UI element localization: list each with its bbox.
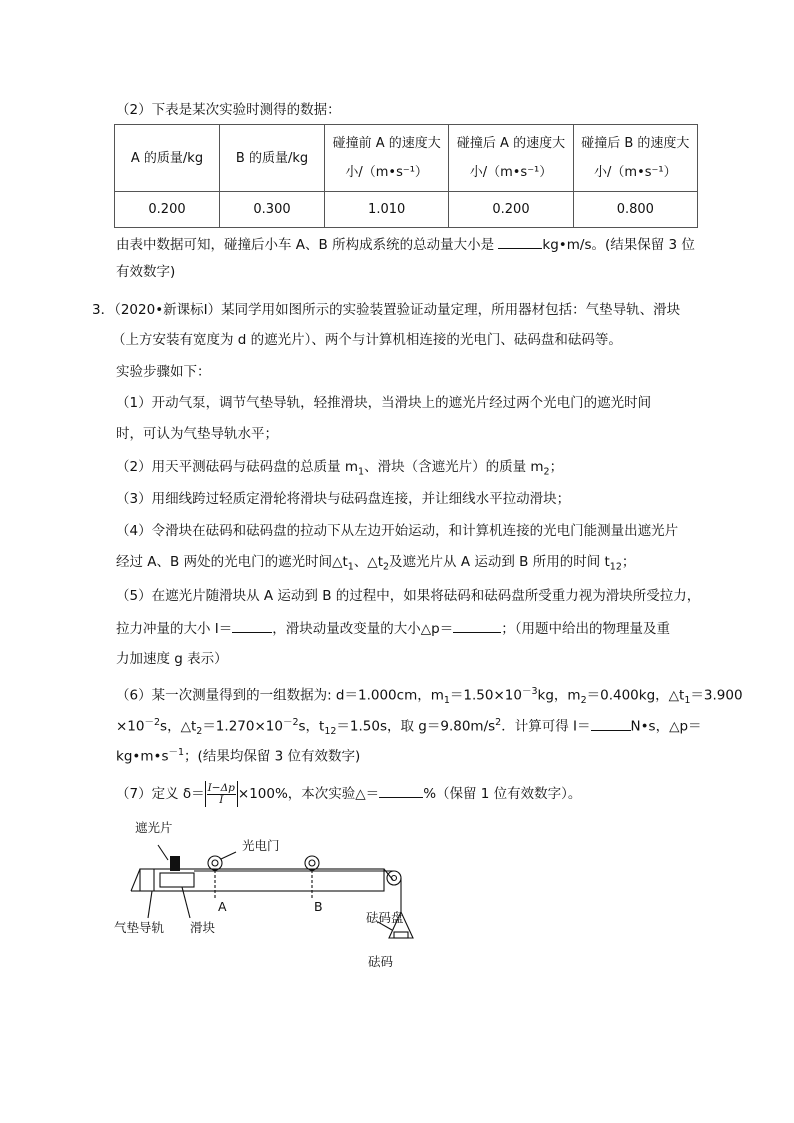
step-6-cont: $\times 10^{-2}s$，$\triangle t_2=1.270\times 10^{-2}s$，$t_{12}=1.50s$，取 $g=9.80m/s^2$．计算可得 I＝ N•s，△p＝ <box>116 717 702 738</box>
q3-intro: 3．（2020•新课标Ⅰ）某同学用如图所示的实验装置验证动量定理，所用器材包括：气垫导轨、滑块 <box>92 302 681 318</box>
step-4: （4）令滑块在砝码和砝码盘的拉动下从左边开始运动，和计算机连接的光电门能测量出遮光片 <box>116 523 679 539</box>
q3-steps-title: 实验步骤如下： <box>116 364 211 380</box>
header-vel-a-before: 碰撞前 A 的速度大 小/（m•s⁻¹） <box>325 125 449 192</box>
step-7: （7）定义 δ＝ $\frac{I-\Delta p}{I}$ ×100%，本次实验△＝ %（保留 1 位有效数字）。 <box>116 781 582 806</box>
header-vel-b-after: 碰撞后 B 的速度大 小/（m•s⁻¹） <box>573 125 697 192</box>
pulley <box>387 871 401 885</box>
table-header-row <box>115 125 698 192</box>
table-row <box>115 192 698 228</box>
label-b: B <box>314 899 323 914</box>
cell-mass-a: 0.200 <box>115 192 220 228</box>
delta-fraction: $\frac{I-\Delta p}{I}$ <box>207 781 235 806</box>
step-1: （1）开动气泵，调节气垫导轨，轻推滑块，当滑块上的遮光片经过两个光电门的遮光时间 <box>116 395 652 411</box>
answer-blank-momentum-change[interactable] <box>453 618 501 633</box>
label-photo-gate: 光电门 <box>242 838 280 853</box>
apparatus-diagram <box>110 812 430 977</box>
step-5-cont2: 力加速度 g 表示） <box>116 651 228 667</box>
step-4-cont: 经过 A、B 两处的光电门的遮光时间$\triangle t_1$、$\triangle t_2$及遮光片从 A 运动到 B 所用的时间 $t_{12}$； <box>116 554 636 573</box>
header-mass-b: B 的质量/kg <box>220 125 325 192</box>
slider <box>160 873 194 887</box>
step-2: （2）用天平测砝码与砝码盘的总质量 $m_1$、滑块（含遮光片）的质量 $m_2$； <box>116 459 564 478</box>
data-table <box>114 124 698 228</box>
cell-vel-a-after: 0.200 <box>449 192 573 228</box>
step-5: （5）在遮光片随滑块从 A 运动到 B 的过程中，如果将砝码和砝码盘所受重力视为滑块所受拉力， <box>116 588 701 604</box>
cell-vel-b-after: 0.800 <box>573 192 697 228</box>
step-6-cont2: $kg•m•s^{-1}$；(结果均保留 3 位有效数字) <box>116 747 361 765</box>
answer-blank-impulse-value[interactable] <box>591 716 631 731</box>
shutter <box>170 856 180 871</box>
q2-conclusion-cont: 有效数字) <box>116 264 176 280</box>
header-vel-a-after: 碰撞后 A 的速度大 小/（m•s⁻¹） <box>449 125 573 192</box>
answer-blank-momentum[interactable] <box>498 234 542 249</box>
step-5-cont: 拉力冲量的大小 I＝ ，滑块动量改变量的大小△p＝ ；（用题中给出的物理量及重 <box>116 618 670 639</box>
label-weight: 砝码 <box>368 954 394 969</box>
weight <box>394 932 408 938</box>
q2-title: （2）下表是某次实验时测得的数据： <box>116 102 341 118</box>
label-weight-pan: 砝码盘 <box>366 910 404 925</box>
label-a: A <box>218 899 227 914</box>
q3-intro-cont: （上方安装有宽度为 d 的遮光片）、两个与计算机相连接的光电门、砝码盘和砝码等。 <box>112 332 622 348</box>
answer-blank-delta[interactable] <box>379 783 423 798</box>
answer-blank-impulse[interactable] <box>232 618 272 633</box>
cell-vel-a-before: 1.010 <box>325 192 449 228</box>
header-mass-a: A 的质量/kg <box>115 125 220 192</box>
photo-gate-b <box>305 856 319 870</box>
step-1-cont: 时，可认为气垫导轨水平； <box>116 426 278 442</box>
label-air-track: 气垫导轨 <box>114 920 165 935</box>
q2-conclusion: 由表中数据可知，碰撞后小车 A、B 所构成系统的总动量大小是 kg•m/s。(结果保留 3 位 <box>116 234 695 255</box>
photo-gate-a <box>208 856 222 870</box>
step-3: （3）用细线跨过轻质定滑轮将滑块与砝码盘连接，并让细线水平拉动滑块； <box>116 491 571 507</box>
air-track <box>140 869 384 891</box>
cell-mass-b: 0.300 <box>220 192 325 228</box>
label-slider: 滑块 <box>190 920 216 935</box>
step-6: （6）某一次测量得到的一组数据为: d＝1.000cm，$m_1=1.50\times 10^{-3}kg$，$m_2=0.400kg$，$\triangle t_1=3.900$ <box>116 686 743 707</box>
label-shutter: 遮光片 <box>135 820 173 835</box>
